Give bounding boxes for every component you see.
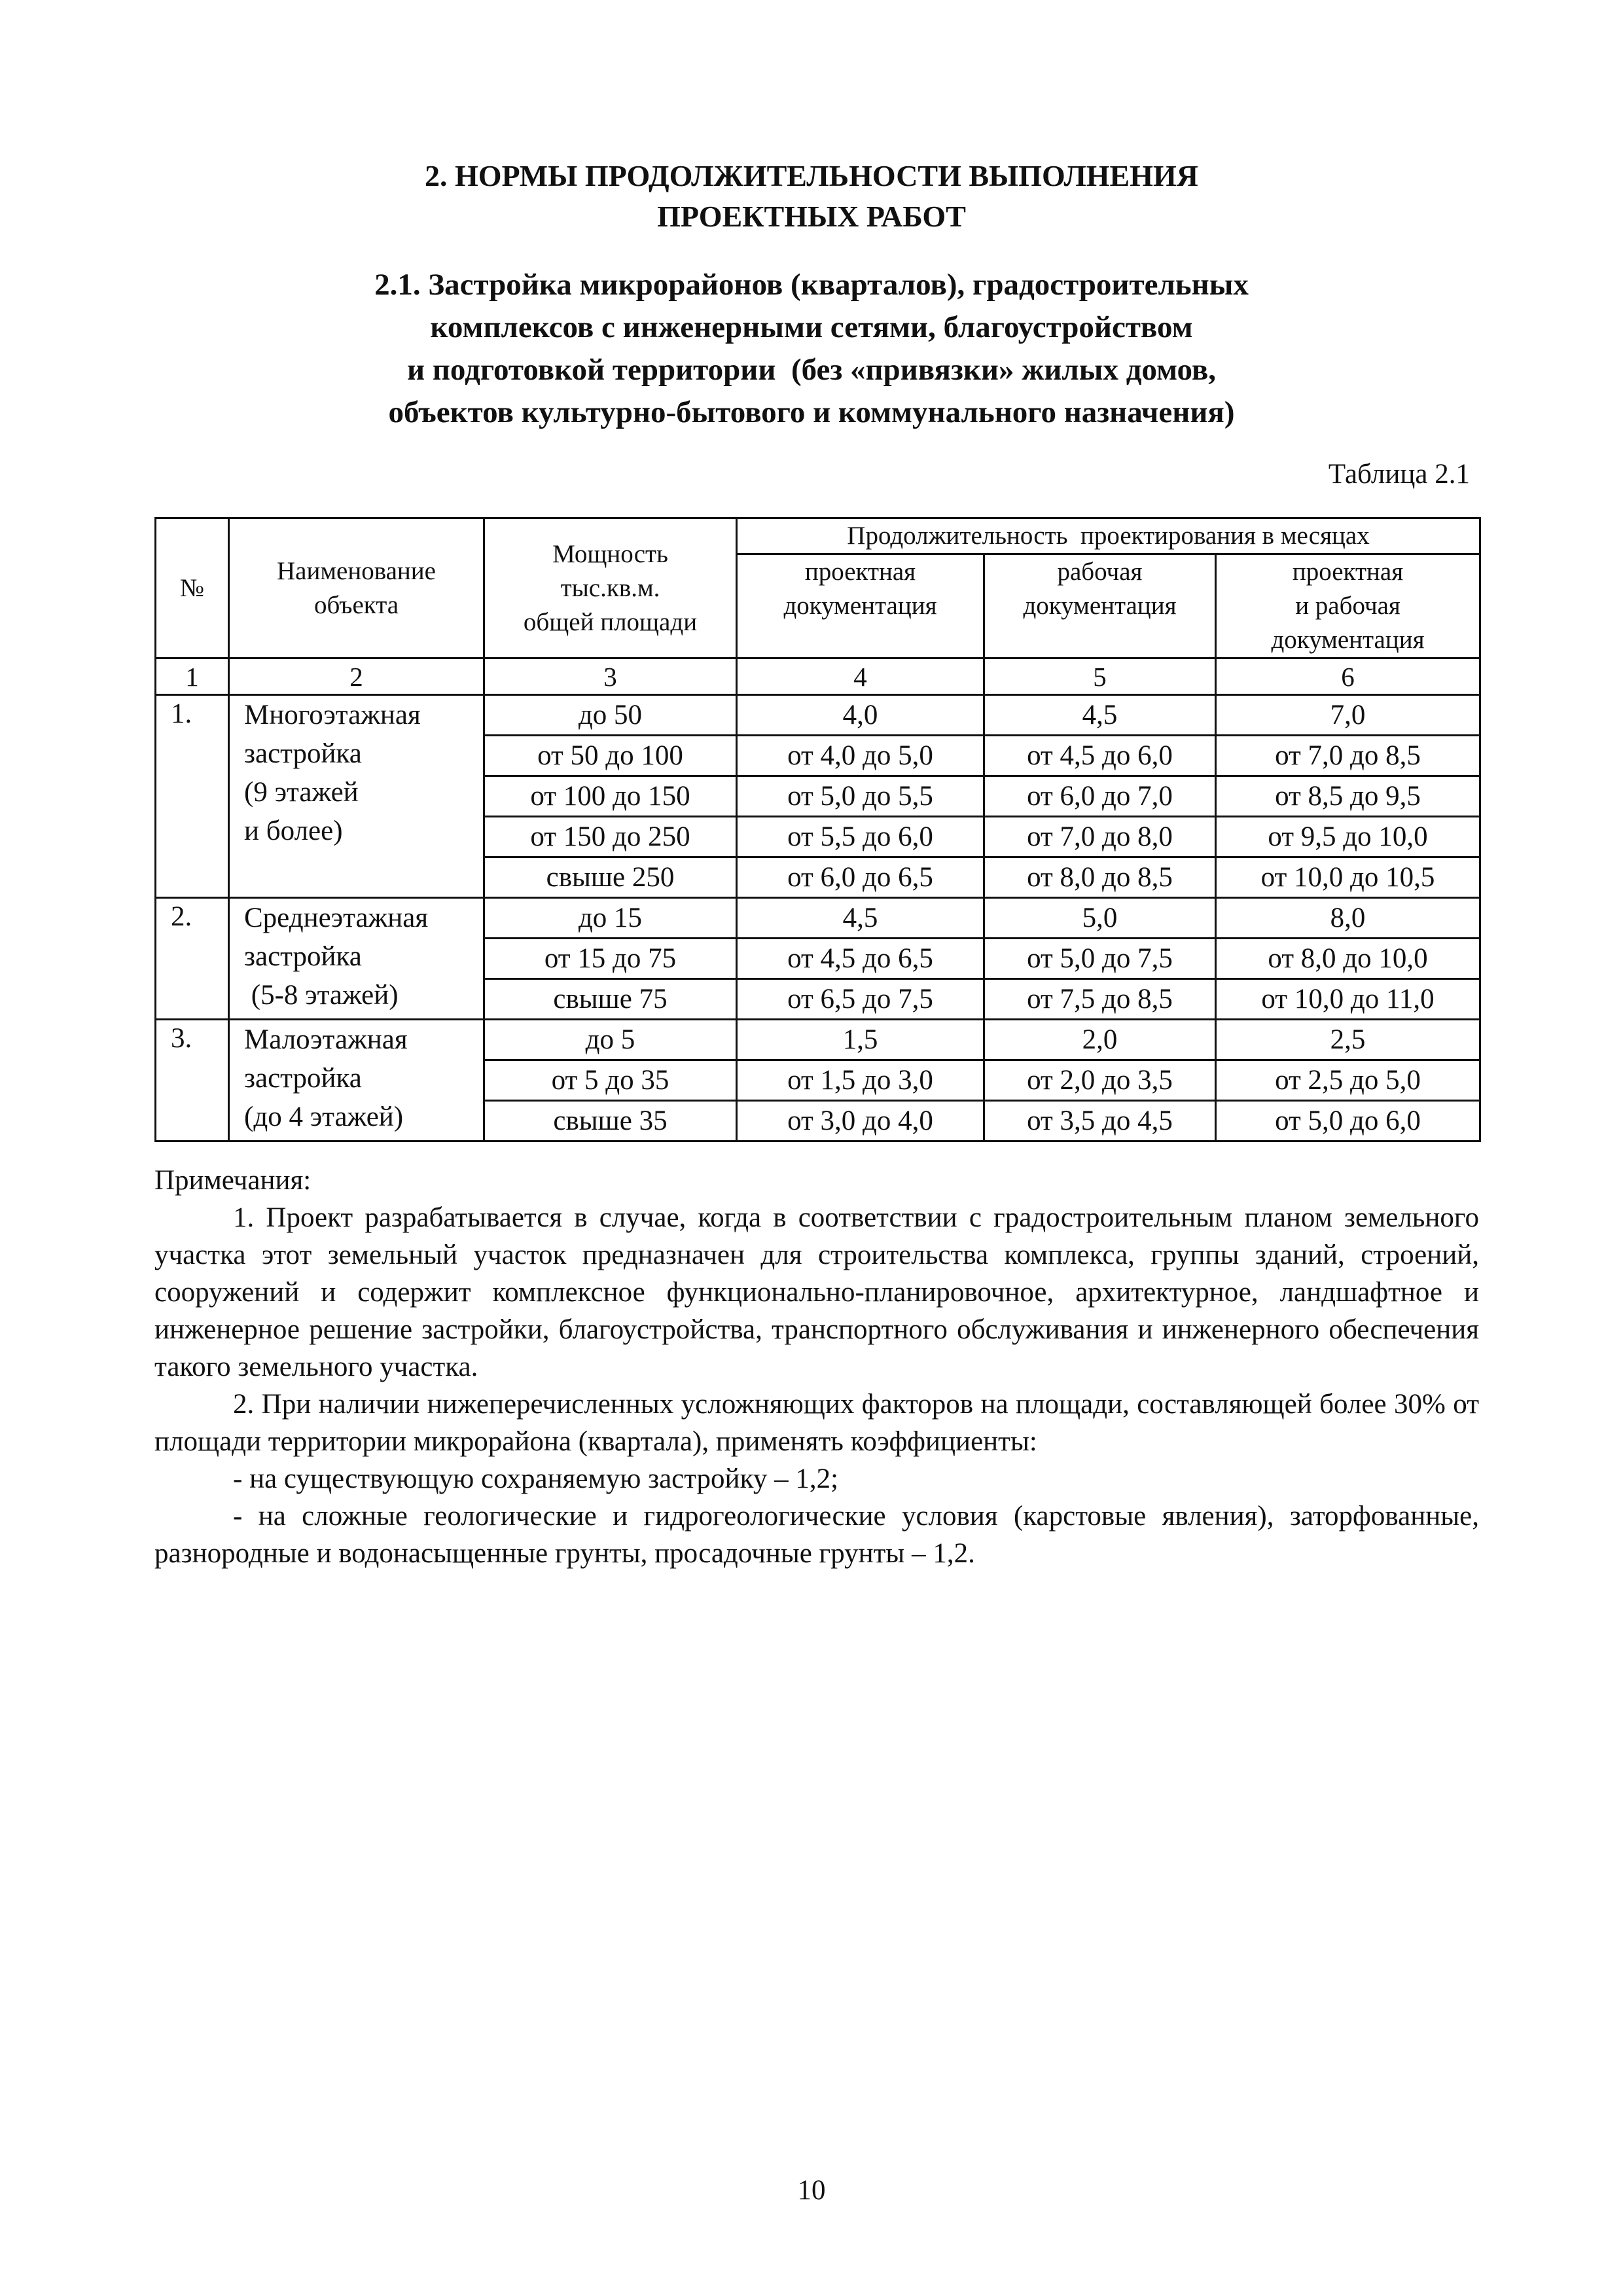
project-work-doc-cell: от 2,5 до 5,0 [1216, 1060, 1480, 1101]
work-doc-cell: от 4,5 до 6,0 [984, 736, 1216, 776]
object-name-line: Многоэтажная [244, 700, 421, 730]
project-work-doc-cell: 8,0 [1216, 898, 1480, 939]
note-item: 2. При наличии нижеперечисленных усложняющих факторов на площади, составляющей более 30% от площади территории микрорайона (квартала), применять коэффициенты: [154, 1389, 1479, 1457]
work-doc-cell: от 8,0 до 8,5 [984, 857, 1216, 898]
object-name-line: (5-8 этажей) [244, 980, 399, 1011]
work-doc-cell: от 2,0 до 3,5 [984, 1060, 1216, 1101]
capacity-cell: свыше 35 [484, 1101, 737, 1141]
subsection-title-line: объектов культурно-бытового и коммунального назначения) [388, 395, 1235, 429]
project-work-doc-cell: от 9,5 до 10,0 [1216, 817, 1480, 857]
header-line: документация [1023, 592, 1177, 620]
project-work-doc-cell: от 10,0 до 10,5 [1216, 857, 1480, 898]
header-project-doc [737, 554, 984, 658]
header-no: № [156, 518, 229, 658]
capacity-cell: свыше 75 [484, 979, 737, 1020]
header-line: документация [1271, 626, 1425, 654]
project-doc-cell: 4,0 [737, 695, 984, 736]
object-name-line: застройка [244, 738, 362, 769]
work-doc-cell: от 6,0 до 7,0 [984, 776, 1216, 817]
column-number: 4 [737, 658, 984, 695]
norms-table [154, 517, 1481, 1142]
capacity-cell: от 5 до 35 [484, 1060, 737, 1101]
column-number: 6 [1216, 658, 1480, 695]
header-project-work-doc [1216, 554, 1480, 658]
object-name-line: и более) [244, 816, 343, 846]
object-name [229, 695, 484, 898]
section-title [0, 156, 1623, 237]
table-label: Таблица 2.1 [1328, 459, 1470, 490]
object-name-line: застройка [244, 941, 362, 972]
project-doc-cell: от 6,5 до 7,5 [737, 979, 984, 1020]
header-name-line: объекта [313, 590, 399, 619]
capacity-cell: от 50 до 100 [484, 736, 737, 776]
column-number-row [156, 658, 1480, 695]
project-doc-cell: от 5,0 до 5,5 [737, 776, 984, 817]
column-number: 5 [984, 658, 1216, 695]
work-doc-cell: от 3,5 до 4,5 [984, 1101, 1216, 1141]
header-line: документация [783, 592, 937, 620]
row-number: 1. [156, 695, 229, 898]
header-line: проектная [1292, 558, 1404, 586]
header-capacity-line: Мощность [552, 539, 668, 568]
page-number: 10 [797, 2175, 826, 2206]
table-row [156, 1020, 1480, 1060]
section-title-line: 2. НОРМЫ ПРОДОЛЖИТЕЛЬНОСТИ ВЫПОЛНЕНИЯ [424, 159, 1199, 192]
subsection-title-line: комплексов с инженерными сетями, благоустройством [430, 310, 1193, 344]
subsection-title-line: 2.1. Застройка микрорайонов (кварталов), градостроительных [374, 268, 1249, 302]
object-name [229, 898, 484, 1020]
header-duration: Продолжительность проектирования в месяцах [737, 518, 1480, 554]
object-name-line: застройка [244, 1063, 362, 1094]
project-work-doc-cell: 2,5 [1216, 1020, 1480, 1060]
capacity-cell: до 5 [484, 1020, 737, 1060]
header-capacity [484, 518, 737, 658]
project-doc-cell: от 1,5 до 3,0 [737, 1060, 984, 1101]
project-doc-cell: от 5,5 до 6,0 [737, 817, 984, 857]
project-work-doc-cell: от 8,0 до 10,0 [1216, 939, 1480, 979]
header-line: и рабочая [1295, 592, 1400, 620]
project-doc-cell: 4,5 [737, 898, 984, 939]
project-work-doc-cell: от 8,5 до 9,5 [1216, 776, 1480, 817]
capacity-cell: от 150 до 250 [484, 817, 737, 857]
capacity-cell: от 100 до 150 [484, 776, 737, 817]
object-name [229, 1020, 484, 1141]
object-name-line: Среднеэтажная [244, 903, 429, 933]
project-doc-cell: 1,5 [737, 1020, 984, 1060]
row-number: 2. [156, 898, 229, 1020]
subsection-title [0, 264, 1623, 434]
header-line: проектная [804, 558, 916, 586]
column-number: 1 [156, 658, 229, 695]
project-doc-cell: от 4,5 до 6,5 [737, 939, 984, 979]
section-title-line: ПРОЕКТНЫХ РАБОТ [657, 200, 966, 233]
column-number: 2 [229, 658, 484, 695]
capacity-cell: до 15 [484, 898, 737, 939]
header-name-line: Наименование [277, 556, 436, 585]
work-doc-cell: 2,0 [984, 1020, 1216, 1060]
note-item: - на сложные геологические и гидрогеологические условия (карстовые явления), заторфованные, разнородные и водонасыщенные грунты, просадочные грунты – 1,2. [154, 1501, 1479, 1569]
work-doc-cell: от 7,5 до 8,5 [984, 979, 1216, 1020]
object-name-line: Малоэтажная [244, 1024, 408, 1055]
object-name-line: (до 4 этажей) [244, 1102, 404, 1132]
note-item: - на существующую сохраняемую застройку – 1,2; [233, 1463, 839, 1494]
project-doc-cell: от 6,0 до 6,5 [737, 857, 984, 898]
project-work-doc-cell: от 7,0 до 8,5 [1216, 736, 1480, 776]
work-doc-cell: 5,0 [984, 898, 1216, 939]
header-capacity-line: общей площади [523, 607, 698, 636]
note-item: 1. Проект разрабатывается в случае, когда в соответствии с градостроительным планом земельного участка этот земельный участок предназначен для строительства комплекса, группы зданий, строений, сооружений и содержит комплексное функционально-планировочное, архитектурное, ландшафтное и инженерное решение застройки, благоустройства, транспортного обслуживания и инженерного обеспечения такого земельного участка. [154, 1202, 1479, 1382]
column-number: 3 [484, 658, 737, 695]
work-doc-cell: от 5,0 до 7,5 [984, 939, 1216, 979]
capacity-cell: свыше 250 [484, 857, 737, 898]
header-work-doc [984, 554, 1216, 658]
project-work-doc-cell: 7,0 [1216, 695, 1480, 736]
table-row [156, 695, 1480, 736]
project-doc-cell: от 4,0 до 5,0 [737, 736, 984, 776]
work-doc-cell: 4,5 [984, 695, 1216, 736]
header-name [229, 518, 484, 658]
capacity-cell: до 50 [484, 695, 737, 736]
table-body [156, 658, 1480, 1141]
work-doc-cell: от 7,0 до 8,0 [984, 817, 1216, 857]
header-capacity-line: тыс.кв.м. [560, 573, 660, 602]
header-line: рабочая [1057, 558, 1143, 586]
row-number: 3. [156, 1020, 229, 1141]
project-work-doc-cell: от 5,0 до 6,0 [1216, 1101, 1480, 1141]
project-doc-cell: от 3,0 до 4,0 [737, 1101, 984, 1141]
project-work-doc-cell: от 10,0 до 11,0 [1216, 979, 1480, 1020]
table-row [156, 898, 1480, 939]
object-name-line: (9 этажей [244, 777, 359, 808]
notes-title: Примечания: [154, 1165, 312, 1196]
subsection-title-line: и подготовкой территории (без «привязки» жилых домов, [407, 353, 1216, 387]
notes [154, 1162, 1479, 1572]
capacity-cell: от 15 до 75 [484, 939, 737, 979]
